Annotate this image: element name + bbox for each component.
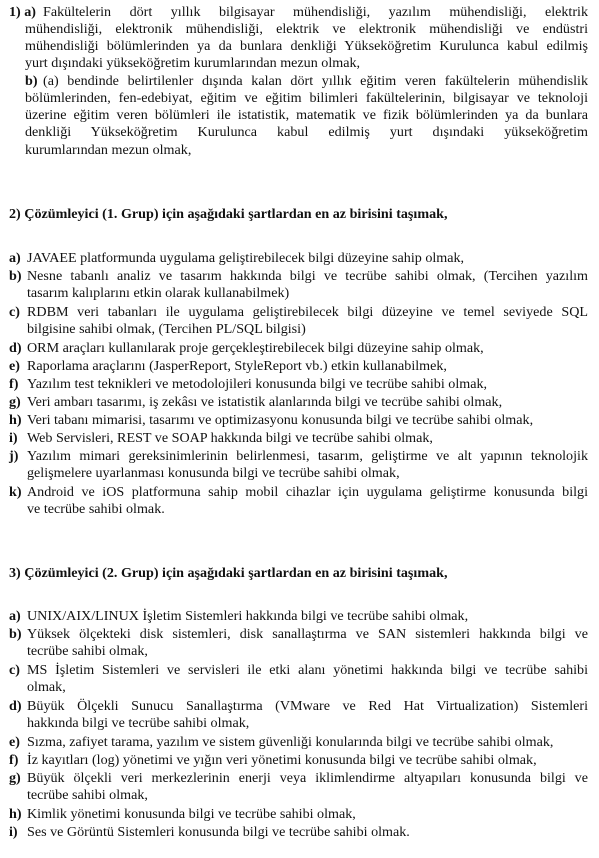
section-1-a-marker: 1) a) <box>9 4 37 20</box>
list-item-marker: f) <box>9 376 19 392</box>
list-item-text: MS İşletim Sistemleri ve servisleri ile etki alanı yönetimi hakkında bilgi ve tecrübe sahibi <box>27 662 588 678</box>
section-1-b-line: kurumlarından mezun olmak, <box>25 142 192 158</box>
list-item-text: Android ve iOS platformuna sahip mobil cihazlar için uygulama geliştirme konusunda bilgi <box>27 484 588 500</box>
list-item-marker: f) <box>9 752 19 768</box>
list-item-text: Büyük Ölçekli Sunucu Sanallaştırma (VMware ve Red Hat Virtualization) Sistemleri <box>27 698 588 714</box>
list-item-text: Yüksek ölçekteki disk sistemleri, disk sanallaştırma ve SAN sistemleri hakkında bilgi ve <box>27 626 588 642</box>
list-item-text: tecrübe sahibi olmak, <box>27 643 148 659</box>
list-item-marker: b) <box>9 626 22 642</box>
list-item-text: tasarım kalıplarını etkin olarak kullanabilmek) <box>27 285 290 301</box>
list-item-text: ORM araçları kullanılarak proje gerçekleştirebilecek bilgi düzeyine sahip olmak, <box>27 340 484 356</box>
list-item-text: bilgisine sahibi olmak, (Tercihen PL/SQL bilgisi) <box>27 321 306 337</box>
list-item-text: ve tecrübe sahibi olmak. <box>27 501 165 517</box>
list-item-marker: i) <box>9 430 18 446</box>
list-item-text: UNIX/AIX/LINUX İşletim Sistemleri hakkında bilgi ve tecrübe sahibi olmak, <box>27 608 469 624</box>
list-item-text: Sızma, zafiyet tarama, yazılım ve sistem güvenliği konularında bilgi ve tecrübe sahibi olmak, <box>27 734 554 750</box>
list-item-marker: c) <box>9 304 20 320</box>
list-item-marker: a) <box>9 250 21 266</box>
list-item-marker: e) <box>9 734 20 750</box>
list-item-text: Kimlik yönetimi konusunda bilgi ve tecrübe sahibi olmak, <box>27 806 356 822</box>
list-item-marker: h) <box>9 806 22 822</box>
list-item-text: tecrübe sahibi olmak, <box>27 787 148 803</box>
list-item-text: Veri tabanı mimarisi, tasarımı ve optimizasyonu konusunda bilgi ve tecrübe sahibi olmak, <box>27 412 534 428</box>
section-1-b-line: (a) bendinde belirtilenler dışında kalan dört yıllık eğitim veren fakültelerin mühendislik <box>43 73 588 89</box>
list-item-marker: k) <box>9 484 22 500</box>
section-2-heading: 2) Çözümleyici (1. Grup) için aşağıdaki şartlardan en az birisini taşımak, <box>9 206 448 222</box>
list-item-marker: g) <box>9 394 21 410</box>
list-item-marker: c) <box>9 662 20 678</box>
list-item-text: Ses ve Görüntü Sistemleri konusunda bilgi ve tecrübe sahibi olmak. <box>27 824 410 840</box>
list-item-marker: b) <box>9 268 22 284</box>
section-3-heading: 3) Çözümleyici (2. Grup) için aşağıdaki şartlardan en az birisini taşımak, <box>9 565 448 581</box>
list-item-text: İz kayıtları (log) yönetimi ve yığın veri yönetimi konusunda bilgi ve tecrübe sahibi olmak, <box>27 752 537 768</box>
section-1-b-line: üzerine eğitim veren bölümleri ile istatistik, matematik ve fizik bölümlerinden ya da bunlara <box>25 107 588 123</box>
list-item-marker: d) <box>9 340 22 356</box>
list-item-text: olmak, <box>27 679 66 695</box>
list-item-marker: h) <box>9 412 22 428</box>
list-item-text: Yazılım test teknikleri ve metodolojileri konusunda bilgi ve tecrübe sahibi olmak, <box>27 376 488 392</box>
list-item-text: hakkında bilgi ve tecrübe sahibi olmak, <box>27 715 250 731</box>
list-item-marker: d) <box>9 698 22 714</box>
list-item-marker: i) <box>9 824 18 840</box>
list-item-text: gelişmelere uyarlanması konusunda bilgi ve tecrübe sahibi olmak, <box>27 465 400 481</box>
list-item-text: Nesne tabanlı analiz ve tasarım hakkında bilgi ve tecrübe sahibi olmak, (Tercihen yazılım <box>27 268 588 284</box>
list-item-text: Yazılım mimari gereksinimlerinin belirlenmesi, tasarım, geliştirme ve alt yapının teknolojik <box>27 448 588 464</box>
list-item-marker: j) <box>9 448 19 464</box>
list-item-text: Veri ambarı tasarımı, iş zekâsı ve istatistik alanlarında bilgi ve tecrübe sahibi olmak, <box>27 394 503 410</box>
list-item-text: JAVAEE platformunda uygulama geliştirebilecek bilgi düzeyine sahip olmak, <box>27 250 465 266</box>
section-1-a-line: mühendisliği, elektronik mühendisliği, elektrik ve elektronik mühendisliği ve endüstri <box>25 21 588 37</box>
section-1-b-line: bölümlerinden, fen-edebiyat, eğitim ve eğitim bilimleri fakültelerinin, bilgisayar ve teknoloji <box>25 90 588 106</box>
list-item-text: Web Servisleri, REST ve SOAP hakkında bilgi ve tecrübe sahibi olmak, <box>27 430 433 446</box>
list-item-marker: e) <box>9 358 20 374</box>
section-1-a-line: mühendisliği bölümlerinden ya da bunlara denkliği Yükseköğretim Kurulunca kabul edilmiş <box>25 38 588 54</box>
list-item-marker: a) <box>9 608 21 624</box>
section-1-b-line: denkliği Yükseköğretim Kurulunca kabul edilmiş yurt dışındaki yükseköğretim <box>25 124 588 140</box>
list-item-text: Büyük ölçekli veri merkezlerinin enerji veya iklimlendirme altyapıları konusunda bilgi ve <box>27 770 588 786</box>
list-item-text: RDBM veri tabanları ile uygulama geliştirebilecek bilgi düzeyine ve temel seviyede SQL <box>27 304 588 320</box>
section-1-a-line: yurt dışındaki yükseköğretim kurumlarından mezun olmak, <box>25 55 361 71</box>
list-item-text: Raporlama araçlarını (JasperReport, StyleReport vb.) etkin kullanabilmek, <box>27 358 447 374</box>
section-1-b-marker: b) <box>25 73 38 89</box>
section-1-a-line: Fakültelerin dört yıllık bilgisayar mühendisliği, yazılım mühendisliği, elektrik <box>43 4 588 20</box>
list-item-marker: g) <box>9 770 21 786</box>
